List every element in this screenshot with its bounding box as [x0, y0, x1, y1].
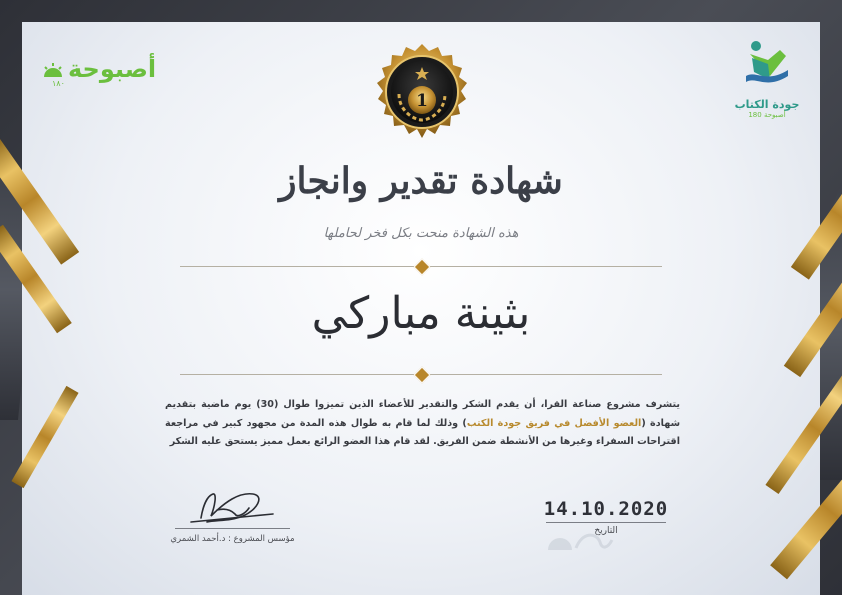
- signature-block: [165, 488, 300, 558]
- handwritten-signature: [173, 488, 293, 530]
- body-text-before: يتشرف مشروع صناعة القرا، أن يقدم الشكر والتقدير للأعضاء الذين تميزوا طوال (30) يوم ماضية بتقديم شهادة (: [165, 399, 680, 429]
- body-text-after: ) وذلك لما قام به طوال هذه المدة من مجهود كبير في مراجعة اقتراحات السفراء وغيرها من الأنشطة ضمن الفريق. لقد قام هذا العضو الرائع بعمل مميز يستحق عليه الشكر: [165, 417, 680, 447]
- recipient-name: بثينة مباركي: [311, 288, 531, 339]
- body-text-highlight: العضو الأفضل في فريق جودة الكتب: [466, 417, 642, 429]
- book-quality-icon: [742, 40, 792, 92]
- osbuha-watermark: [538, 518, 618, 558]
- book-quality-logo-text: جودة الكتاب: [734, 98, 800, 111]
- date-label: التاريخ: [594, 526, 618, 536]
- book-quality-logo-sub: أصبوحة 180: [748, 111, 786, 119]
- osbuha-logo-number: ١٨٠: [52, 79, 65, 88]
- certificate-subtitle: هذه الشهادة منحت بكل فخر لحاملها: [323, 226, 519, 241]
- medal-rank: 1: [416, 91, 428, 111]
- osbuha-logo: [42, 55, 157, 91]
- signature-line: [175, 528, 290, 529]
- certificate-title: شهادة تقدير وانجاز: [279, 160, 563, 202]
- certificate-date: 14.10.2020: [543, 498, 669, 520]
- sun-icon: [42, 61, 64, 81]
- first-place-medal: [367, 42, 477, 152]
- certificate-body: [165, 396, 680, 452]
- signature-caption: مؤسس المشروع : د.أحمد الشمري: [170, 534, 295, 544]
- book-quality-logo: [732, 40, 802, 130]
- osbuha-logo-text: أصبوحة: [68, 55, 157, 83]
